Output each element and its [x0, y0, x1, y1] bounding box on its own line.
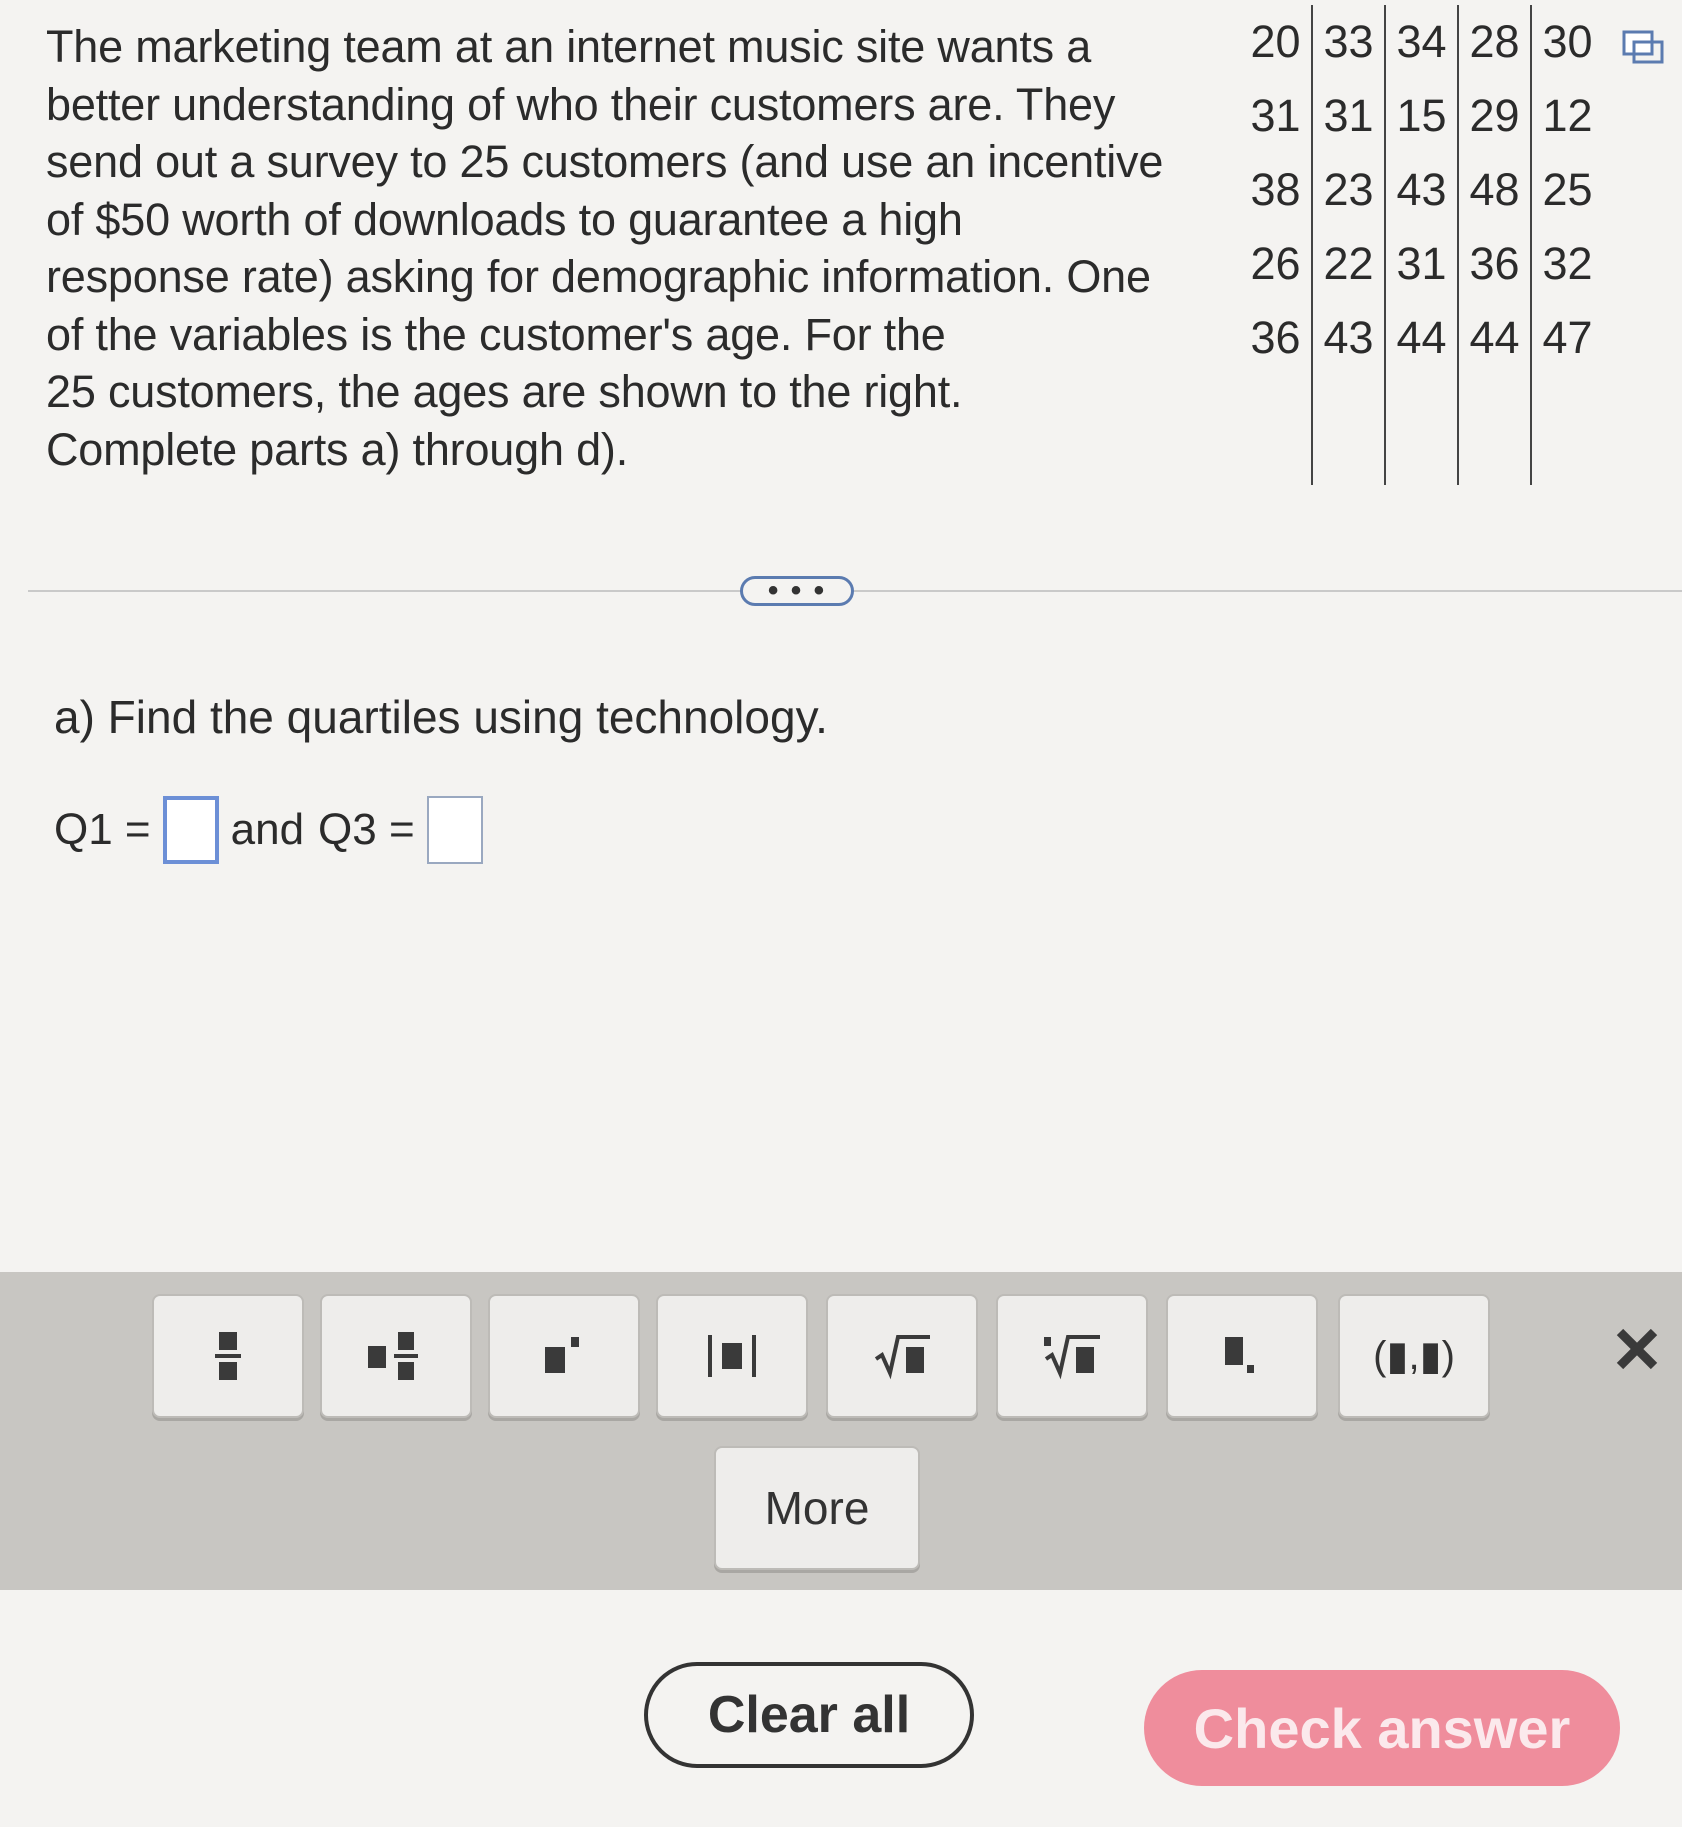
check-answer-button[interactable]: Check answer	[1144, 1670, 1620, 1786]
age-cell: 43	[1312, 301, 1385, 375]
age-cell: 30	[1531, 5, 1603, 79]
problem-line: send out a survey to 25 customers (and use an incentive	[46, 136, 1164, 187]
problem-statement	[46, 18, 1236, 478]
age-cell: 20	[1250, 16, 1301, 67]
age-cell: 31	[1250, 90, 1301, 141]
subscript-button[interactable]	[1166, 1294, 1318, 1418]
absolute-value-icon	[702, 1331, 762, 1381]
problem-line: of the variables is the customer's age. For the	[46, 308, 946, 360]
age-cell: 26	[1250, 238, 1301, 289]
problem-line: response rate) asking for demographic information. One	[46, 251, 1151, 302]
problem-line: The marketing team at an internet music site wants a	[46, 21, 1092, 72]
problem-line: of $50 worth of downloads to guarantee a high	[46, 193, 963, 245]
age-cell: 31	[1312, 79, 1385, 153]
fraction-button[interactable]	[152, 1294, 304, 1418]
age-cell: 32	[1531, 227, 1603, 301]
table-spacer-row	[1240, 375, 1603, 485]
age-cell: 44	[1385, 301, 1458, 375]
age-cell: 29	[1458, 79, 1531, 153]
subscript-icon	[1217, 1331, 1267, 1381]
age-cell: 43	[1385, 153, 1458, 227]
mixed-number-button[interactable]	[320, 1294, 472, 1418]
table-row	[1240, 79, 1603, 153]
answer-row	[54, 790, 495, 870]
fraction-icon	[213, 1326, 243, 1386]
age-cell: 47	[1531, 301, 1603, 375]
age-cell: 34	[1385, 5, 1458, 79]
absolute-value-button[interactable]	[656, 1294, 808, 1418]
clear-all-button[interactable]: Clear all	[644, 1662, 974, 1768]
square-root-button[interactable]	[826, 1294, 978, 1418]
superscript-button[interactable]	[488, 1294, 640, 1418]
age-cell: 12	[1531, 79, 1603, 153]
superscript-icon	[539, 1331, 589, 1381]
ages-data-table	[1240, 5, 1603, 485]
age-cell: 38	[1250, 164, 1301, 215]
more-button[interactable]: More	[714, 1446, 920, 1570]
table-row	[1240, 5, 1603, 79]
age-cell: 28	[1458, 5, 1531, 79]
q3-input[interactable]	[427, 796, 483, 864]
ordered-pair-button[interactable]: (▮,▮)	[1338, 1294, 1490, 1418]
table-row	[1240, 227, 1603, 301]
table-row	[1240, 153, 1603, 227]
age-cell: 33	[1312, 5, 1385, 79]
age-cell: 44	[1458, 301, 1531, 375]
close-icon[interactable]	[1612, 1324, 1662, 1374]
expand-button[interactable]: • • •	[740, 576, 854, 606]
age-cell: 25	[1531, 153, 1603, 227]
section-divider	[28, 590, 1682, 592]
table-row	[1240, 301, 1603, 375]
problem-line: 25 customers, the ages are shown to the right.	[46, 366, 963, 417]
age-cell: 36	[1458, 227, 1531, 301]
age-cell: 23	[1312, 153, 1385, 227]
q1-label: Q1 =	[54, 805, 151, 854]
problem-line: Complete parts a) through d).	[46, 423, 628, 475]
age-cell: 48	[1458, 153, 1531, 227]
connector-text: and	[230, 805, 305, 854]
math-toolbar	[0, 1272, 1682, 1590]
age-cell: 36	[1250, 312, 1301, 363]
age-cell: 22	[1312, 227, 1385, 301]
age-cell: 15	[1385, 79, 1458, 153]
mixed-number-icon	[366, 1326, 426, 1386]
square-root-icon	[872, 1331, 932, 1381]
part-a-question: a) Find the quartiles using technology.	[54, 691, 828, 743]
problem-line: better understanding of who their customers are. They	[46, 78, 1116, 130]
copy-icon[interactable]	[1622, 28, 1664, 66]
nth-root-icon	[1042, 1331, 1102, 1381]
q1-input[interactable]	[163, 796, 219, 864]
age-cell: 31	[1385, 227, 1458, 301]
nth-root-button[interactable]	[996, 1294, 1148, 1418]
q3-label: Q3 =	[318, 805, 415, 854]
